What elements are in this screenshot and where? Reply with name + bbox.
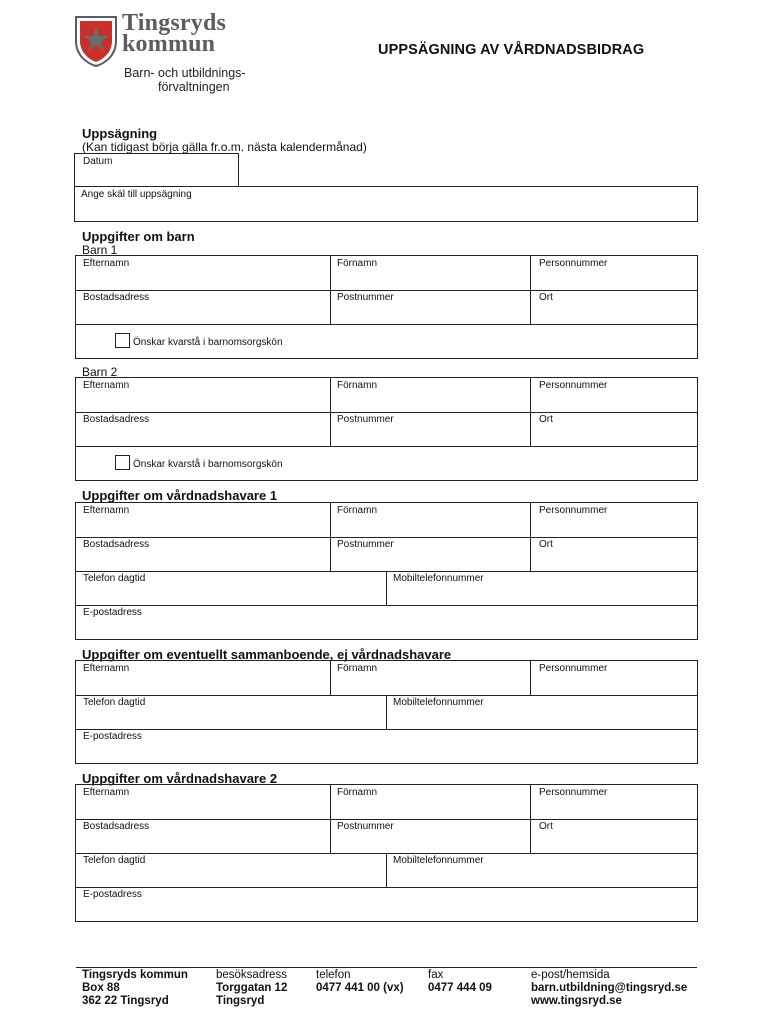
guardian1-heading: Uppgifter om vårdnadshavare 1 [82,488,278,503]
child1-queue-label: Önskar kvarstå i barnomsorgskön [133,337,283,348]
termination-note: (Kan tidigast börja gälla fr.o.m. nästa kalendermånad) [82,140,367,154]
child2-queue-checkbox[interactable] [115,455,130,470]
cohabitant-firstname-field[interactable]: Förnamn [337,663,378,674]
guardian2-form [75,784,698,922]
guardian1-surname-field[interactable]: Efternamn [83,505,130,516]
child1-postal-code-field[interactable]: Postnummer [337,292,394,303]
footer-fax-number: 0477 444 09 [428,982,492,994]
document-title: UPPSÄGNING AV VÅRDNADSBIDRAG [378,42,645,58]
guardian1-address-field[interactable]: Bostadsadress [83,539,150,550]
guardian1-firstname-field[interactable]: Förnamn [337,505,378,516]
child1-form [75,255,698,359]
footer-visit-street: Torggatan 12 [216,982,288,994]
guardian2-phone-field[interactable]: Telefon dagtid [83,855,146,866]
date-field[interactable] [74,153,239,187]
guardian1-city-field[interactable]: Ort [539,539,553,550]
date-label: Datum [83,156,113,167]
guardian2-postal-code-field[interactable]: Postnummer [337,821,394,832]
termination-heading: Uppsägning [82,126,158,141]
child1-queue-checkbox[interactable] [115,333,130,348]
guardian2-personal-number-field[interactable]: Personnummer [539,787,608,798]
guardian2-email-field[interactable]: E-postadress [83,889,142,900]
footer-org-box: Box 88 [82,982,120,994]
guardian1-phone-field[interactable]: Telefon dagtid [83,573,146,584]
guardian1-mobile-field[interactable]: Mobiltelefonnummer [393,573,484,584]
footer-org [82,969,188,1008]
child2-label: Barn 2 [82,365,118,379]
cohabitant-email-field[interactable]: E-postadress [83,731,142,742]
children-heading: Uppgifter om barn [82,229,195,244]
cohabitant-heading: Uppgifter om eventuellt sammanboende, ej vårdnadshavare [82,647,452,662]
child2-personal-number-field[interactable]: Personnummer [539,380,608,391]
guardian2-city-field[interactable]: Ort [539,821,553,832]
footer-web [531,969,687,1008]
child2-queue-label: Önskar kvarstå i barnomsorgskön [133,459,283,470]
footer-website-link[interactable]: www.tingsryd.se [531,995,622,1007]
guardian1-email-field[interactable]: E-postadress [83,607,142,618]
footer-fax-label: fax [428,969,444,981]
child1-surname-field[interactable]: Efternamn [83,258,130,269]
guardian2-mobile-field[interactable]: Mobiltelefonnummer [393,855,484,866]
cohabitant-personal-number-field[interactable]: Personnummer [539,663,608,674]
footer-visit [216,969,287,1008]
guardian2-surname-field[interactable]: Efternamn [83,787,130,798]
logo-line-2: kommun [122,31,216,57]
child1-firstname-field[interactable]: Förnamn [337,258,378,269]
footer-org-name: Tingsryds kommun [82,969,188,981]
child2-city-field[interactable]: Ort [539,414,553,425]
footer-web-label: e-post/hemsida [531,969,610,981]
child1-personal-number-field[interactable]: Personnummer [539,258,608,269]
footer-visit-label: besöksadress [216,969,287,981]
child2-form [75,377,698,481]
child2-address-field[interactable]: Bostadsadress [83,414,150,425]
child1-address-field[interactable]: Bostadsadress [83,292,150,303]
reason-label: Ange skäl till uppsägning [81,189,192,200]
child2-postal-code-field[interactable]: Postnummer [337,414,394,425]
guardian2-firstname-field[interactable]: Förnamn [337,787,378,798]
department-line-1: Barn- och utbildnings- [124,66,246,80]
footer-visit-city: Tingsryd [216,995,265,1007]
footer-phone-number: 0477 441 00 (vx) [316,982,404,994]
cohabitant-mobile-field[interactable]: Mobiltelefonnummer [393,697,484,708]
guardian2-heading: Uppgifter om vårdnadshavare 2 [82,771,278,786]
guardian1-form [75,502,698,640]
cohabitant-surname-field[interactable]: Efternamn [83,663,130,674]
department-line-2: förvaltningen [158,80,230,94]
reason-field[interactable] [74,186,698,222]
footer-phone [316,969,404,995]
cohabitant-phone-field[interactable]: Telefon dagtid [83,697,146,708]
department-name [124,66,246,94]
coat-of-arms-icon [74,15,118,67]
cohabitant-form [75,660,698,764]
footer-org-postal: 362 22 Tingsryd [82,995,169,1007]
footer-email-link[interactable]: barn.utbildning@tingsryd.se [531,982,688,994]
child2-firstname-field[interactable]: Förnamn [337,380,378,391]
guardian1-personal-number-field[interactable]: Personnummer [539,505,608,516]
footer-divider [76,967,697,968]
footer-fax [428,969,492,995]
child1-city-field[interactable]: Ort [539,292,553,303]
child2-surname-field[interactable]: Efternamn [83,380,130,391]
child1-label: Barn 1 [82,243,118,257]
logo-line-1: Tingsryds [122,10,227,36]
guardian2-address-field[interactable]: Bostadsadress [83,821,150,832]
footer-phone-label: telefon [316,969,351,981]
guardian1-postal-code-field[interactable]: Postnummer [337,539,394,550]
